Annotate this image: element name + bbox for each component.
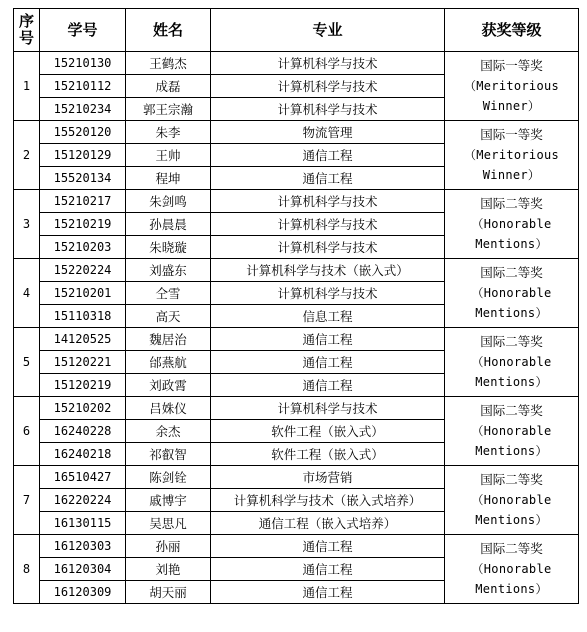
major-cell: 计算机科学与技术: [211, 190, 445, 213]
table-row: [14, 535, 579, 558]
major-cell: 通信工程: [211, 581, 445, 604]
student-name-cell: 胡天丽: [126, 581, 211, 604]
major-cell: 通信工程: [211, 535, 445, 558]
student-name-cell: 戚博宇: [126, 489, 211, 512]
student-name-cell: 高天: [126, 305, 211, 328]
award-table: [13, 8, 579, 604]
major-cell: 计算机科学与技术: [211, 213, 445, 236]
award-level-cn: 国际二等奖: [480, 541, 543, 556]
award-level-cn: 国际二等奖: [480, 196, 543, 211]
award-level-en-line2: Winner）: [482, 99, 541, 113]
student-name-cell: 仝雪: [126, 282, 211, 305]
table-row: [14, 466, 579, 489]
header-name: 姓名: [126, 9, 211, 52]
table-row: [14, 190, 579, 213]
award-level-en-line2: Mentions）: [475, 513, 548, 527]
award-level-cn: 国际二等奖: [480, 472, 543, 487]
student-id-cell: 15110318: [40, 305, 126, 328]
student-id-cell: 15520134: [40, 167, 126, 190]
student-id-cell: 15210130: [40, 52, 126, 75]
student-name-cell: 祁叡智: [126, 443, 211, 466]
table-row: [14, 328, 579, 351]
award-level-en-line1: （Honorable: [471, 355, 552, 369]
student-id-cell: 16120309: [40, 581, 126, 604]
student-id-cell: 14120525: [40, 328, 126, 351]
major-cell: 计算机科学与技术（嵌入式培养）: [211, 489, 445, 512]
student-id-cell: 15210217: [40, 190, 126, 213]
award-cell: [445, 328, 579, 397]
header-major: 专业: [211, 9, 445, 52]
major-cell: 计算机科学与技术: [211, 236, 445, 259]
student-name-cell: 程坤: [126, 167, 211, 190]
award-level-cn: 国际二等奖: [480, 334, 543, 349]
student-name-cell: 刘艳: [126, 558, 211, 581]
award-cell: [445, 397, 579, 466]
student-name-cell: 王帅: [126, 144, 211, 167]
major-cell: 通信工程: [211, 558, 445, 581]
table-row: [14, 259, 579, 282]
table-row: [14, 121, 579, 144]
award-level-en-line2: Mentions）: [475, 306, 548, 320]
student-name-cell: 吕姝仪: [126, 397, 211, 420]
major-cell: 信息工程: [211, 305, 445, 328]
major-cell: 软件工程（嵌入式）: [211, 443, 445, 466]
student-name-cell: 邰燕航: [126, 351, 211, 374]
award-cell: [445, 466, 579, 535]
award-level-en-line1: （Honorable: [471, 424, 552, 438]
major-cell: 通信工程: [211, 167, 445, 190]
header-award: 获奖等级: [445, 9, 579, 52]
award-cell: [445, 52, 579, 121]
major-cell: 通信工程（嵌入式培养）: [211, 512, 445, 535]
award-level-en-line1: （Honorable: [471, 217, 552, 231]
award-level-en-line1: （Meritorious: [463, 79, 560, 93]
student-name-cell: 王鹤杰: [126, 52, 211, 75]
award-cell: [445, 535, 579, 604]
header-row: [14, 9, 579, 52]
group-index-cell: 2: [14, 121, 40, 190]
award-cell: [445, 259, 579, 328]
student-name-cell: 朱李: [126, 121, 211, 144]
header-student-id: 学号: [40, 9, 126, 52]
student-id-cell: 15210201: [40, 282, 126, 305]
major-cell: 通信工程: [211, 351, 445, 374]
major-cell: 物流管理: [211, 121, 445, 144]
student-name-cell: 刘盛东: [126, 259, 211, 282]
major-cell: 市场营销: [211, 466, 445, 489]
student-id-cell: 16220224: [40, 489, 126, 512]
award-level-en-line2: Mentions）: [475, 582, 548, 596]
group-index-cell: 7: [14, 466, 40, 535]
student-id-cell: 16240228: [40, 420, 126, 443]
award-level-cn: 国际二等奖: [480, 403, 543, 418]
group-index-cell: 5: [14, 328, 40, 397]
student-id-cell: 16510427: [40, 466, 126, 489]
major-cell: 计算机科学与技术: [211, 98, 445, 121]
award-level-cn: 国际一等奖: [480, 58, 543, 73]
award-level-en-line1: （Meritorious: [463, 148, 560, 162]
student-name-cell: 刘政霄: [126, 374, 211, 397]
student-id-cell: 15520120: [40, 121, 126, 144]
major-cell: 通信工程: [211, 144, 445, 167]
award-level-en-line2: Winner）: [482, 168, 541, 182]
student-name-cell: 孙晨晨: [126, 213, 211, 236]
student-id-cell: 15120219: [40, 374, 126, 397]
student-id-cell: 16130115: [40, 512, 126, 535]
student-id-cell: 15210219: [40, 213, 126, 236]
major-cell: 计算机科学与技术: [211, 75, 445, 98]
table-row: [14, 52, 579, 75]
major-cell: 计算机科学与技术: [211, 52, 445, 75]
student-id-cell: 15220224: [40, 259, 126, 282]
header-index: 序号: [14, 9, 40, 52]
group-index-cell: 3: [14, 190, 40, 259]
award-level-en-line2: Mentions）: [475, 444, 548, 458]
student-id-cell: 16120304: [40, 558, 126, 581]
student-id-cell: 15120129: [40, 144, 126, 167]
student-name-cell: 吴思凡: [126, 512, 211, 535]
student-name-cell: 朱剑鸣: [126, 190, 211, 213]
award-cell: [445, 190, 579, 259]
table-body: [14, 52, 579, 604]
major-cell: 软件工程（嵌入式）: [211, 420, 445, 443]
student-id-cell: 16240218: [40, 443, 126, 466]
student-name-cell: 孙丽: [126, 535, 211, 558]
award-cell: [445, 121, 579, 190]
group-index-cell: 1: [14, 52, 40, 121]
student-name-cell: 成磊: [126, 75, 211, 98]
major-cell: 通信工程: [211, 374, 445, 397]
group-index-cell: 6: [14, 397, 40, 466]
group-index-cell: 4: [14, 259, 40, 328]
student-name-cell: 朱晓璇: [126, 236, 211, 259]
award-level-en-line1: （Honorable: [471, 286, 552, 300]
major-cell: 计算机科学与技术: [211, 282, 445, 305]
student-name-cell: 魏居治: [126, 328, 211, 351]
award-level-en-line2: Mentions）: [475, 375, 548, 389]
award-level-en-line1: （Honorable: [471, 562, 552, 576]
award-level-cn: 国际一等奖: [480, 127, 543, 142]
student-id-cell: 15210234: [40, 98, 126, 121]
group-index-cell: 8: [14, 535, 40, 604]
award-level-en-line1: （Honorable: [471, 493, 552, 507]
student-id-cell: 15120221: [40, 351, 126, 374]
award-level-cn: 国际二等奖: [480, 265, 543, 280]
student-name-cell: 陈剑铨: [126, 466, 211, 489]
student-id-cell: 15210203: [40, 236, 126, 259]
student-name-cell: 郭王宗瀚: [126, 98, 211, 121]
student-name-cell: 余杰: [126, 420, 211, 443]
table-row: [14, 397, 579, 420]
student-id-cell: 15210112: [40, 75, 126, 98]
student-id-cell: 15210202: [40, 397, 126, 420]
major-cell: 计算机科学与技术: [211, 397, 445, 420]
student-id-cell: 16120303: [40, 535, 126, 558]
major-cell: 计算机科学与技术（嵌入式）: [211, 259, 445, 282]
major-cell: 通信工程: [211, 328, 445, 351]
award-level-en-line2: Mentions）: [475, 237, 548, 251]
